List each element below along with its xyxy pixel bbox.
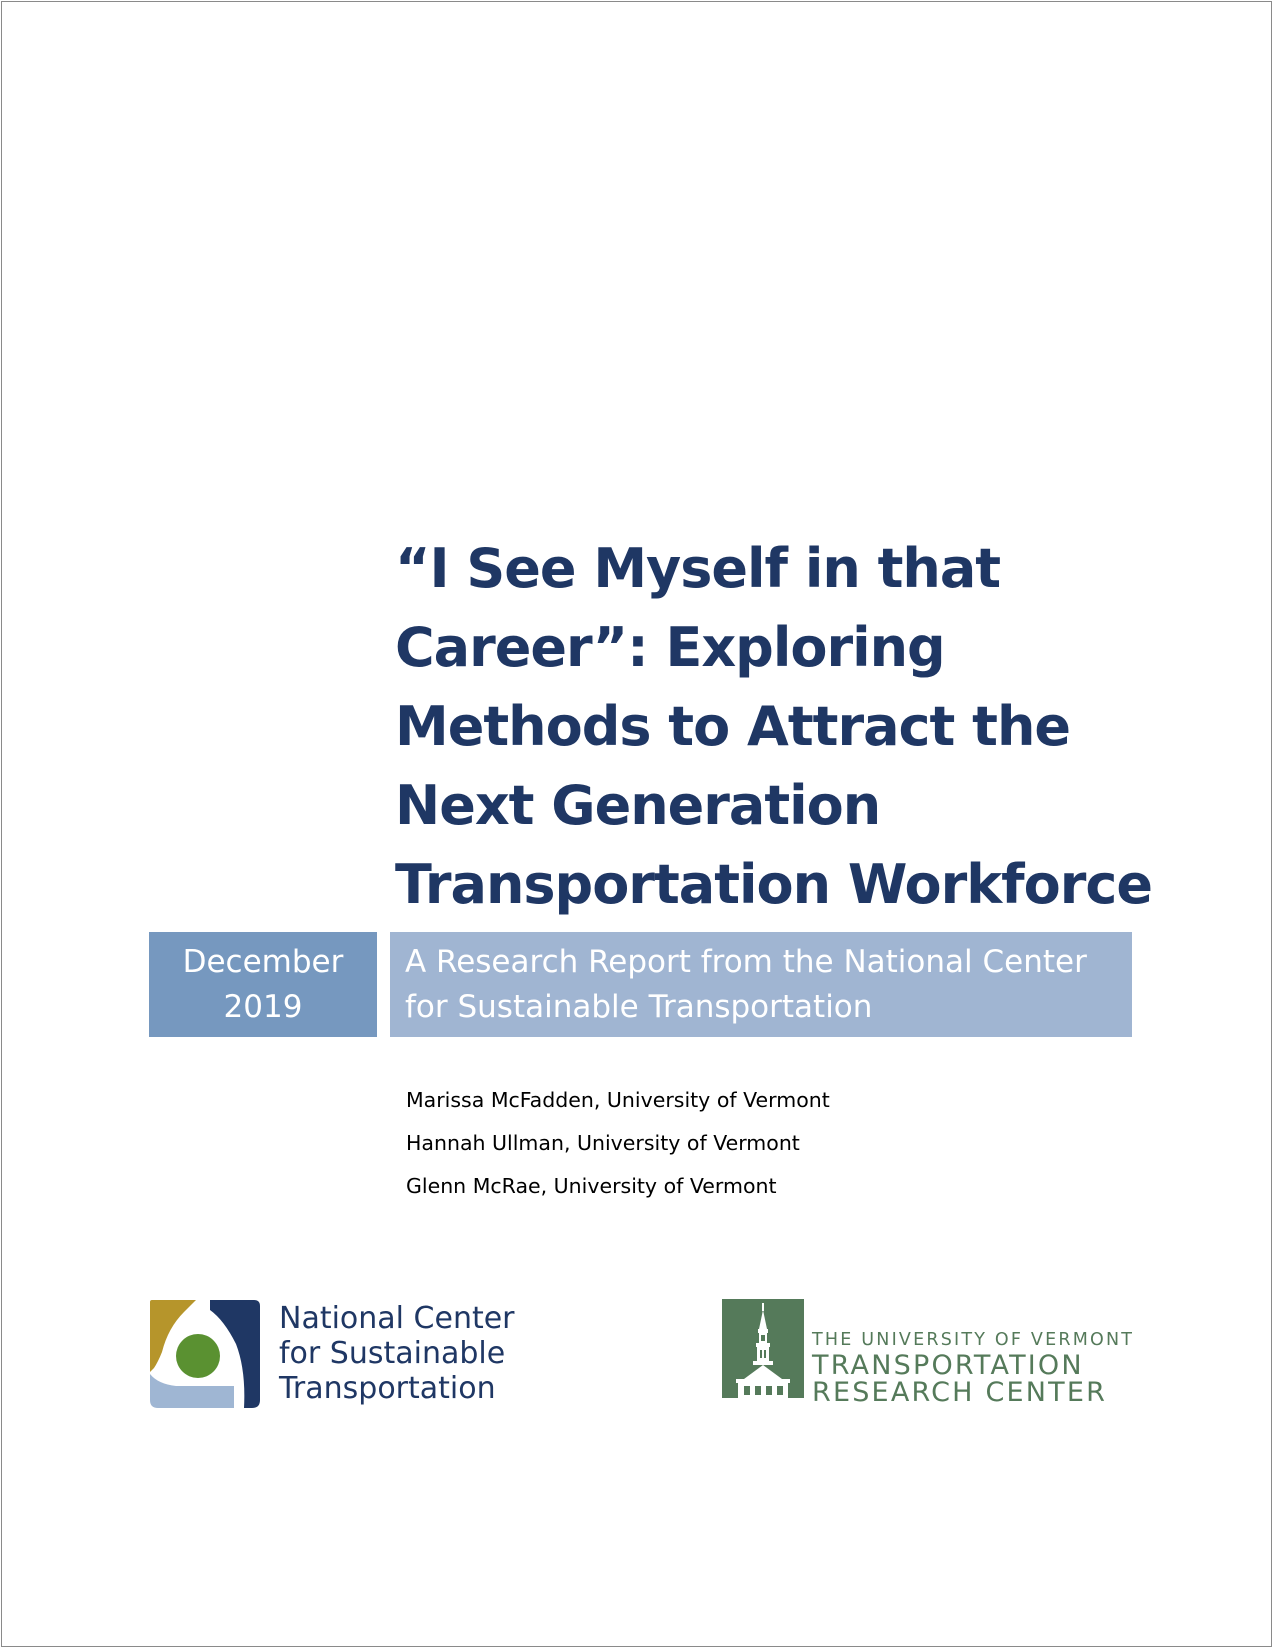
date-year: 2019 [223, 988, 303, 1025]
ncst-logo-line: National Center [279, 1301, 515, 1336]
uvm-logo-line: RESEARCH CENTER [812, 1377, 1108, 1408]
date-month: December [182, 943, 344, 980]
author: Glenn McRae, University of Vermont [406, 1174, 777, 1198]
ncst-logo-line: Transportation [279, 1371, 496, 1406]
ncst-logo-text [279, 1301, 515, 1406]
title-line: Methods to Attract the [395, 695, 1071, 758]
ncst-logo-line: for Sustainable [279, 1336, 506, 1371]
subtitle-line: for Sustainable Transportation [405, 988, 873, 1025]
title-line: Career”: Exploring [395, 616, 945, 679]
page [1, 1, 1272, 1647]
title-line: Next Generation [395, 774, 881, 837]
date-box [149, 932, 377, 1037]
uvm-logo-university: THE UNIVERSITY OF VERMONT [812, 1330, 1135, 1350]
title-line: Transportation Workforce [395, 853, 1152, 916]
author-list [406, 1082, 830, 1211]
uvm-logo-line: TRANSPORTATION [812, 1350, 1084, 1381]
author: Marissa McFadden, University of Vermont [406, 1088, 830, 1112]
title-line: “I See Myself in that [395, 537, 1001, 600]
subtitle-line: A Research Report from the National Center [405, 943, 1087, 980]
report-title [395, 529, 1152, 924]
report-subtitle [390, 932, 1132, 1037]
author: Hannah Ullman, University of Vermont [406, 1131, 800, 1155]
uvm-tower-logo-icon [722, 1299, 804, 1398]
ncst-logo-icon [150, 1300, 260, 1408]
uvm-trc-logo-text [812, 1328, 1134, 1406]
